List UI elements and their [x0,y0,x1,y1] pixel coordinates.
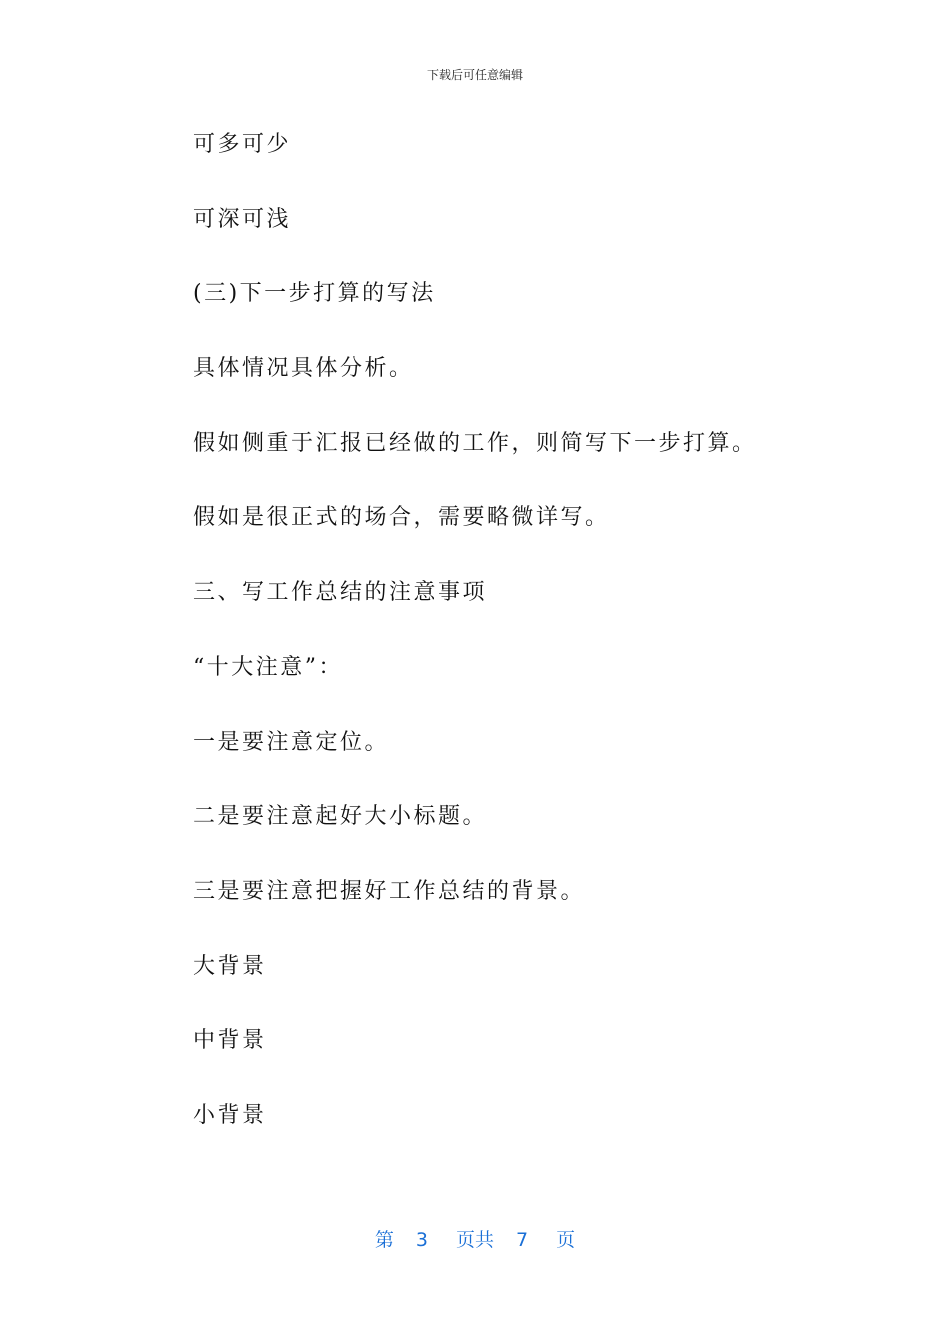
section-heading: 三、写工作总结的注意事项 [193,580,488,606]
page-number-footer [0,1225,950,1252]
text-line: 二是要注意起好大小标题。 [193,804,488,830]
footer-suffix: 页 [556,1229,576,1251]
text-line: 假如是很正式的场合，需要略微详写。 [193,505,610,531]
text-line: 假如侧重于汇报已经做的工作，则简写下一步打算。 [193,430,757,456]
text-line: 大背景 [193,953,267,979]
text-line: 三是要注意把握好工作总结的背景。 [193,878,586,904]
footer-middle: 页共 [455,1229,494,1251]
current-page-number: 3 [415,1229,428,1251]
text-line: 具体情况具体分析。 [193,356,414,382]
text-line: 可多可少 [193,132,292,157]
text-line: 可深可浅 [193,206,292,232]
text-line: “十大注意”： [193,654,343,680]
text-line: 小背景 [193,1102,267,1128]
text-line: 中背景 [193,1028,267,1054]
text-line: 一是要注意定位。 [193,729,390,755]
total-pages-number: 7 [516,1229,529,1251]
footer-prefix: 第 [374,1229,394,1251]
document-body [193,128,833,1174]
section-heading: (三)下一步打算的写法 [193,281,436,307]
page-header-note: 下载后可任意编辑 [426,68,523,82]
